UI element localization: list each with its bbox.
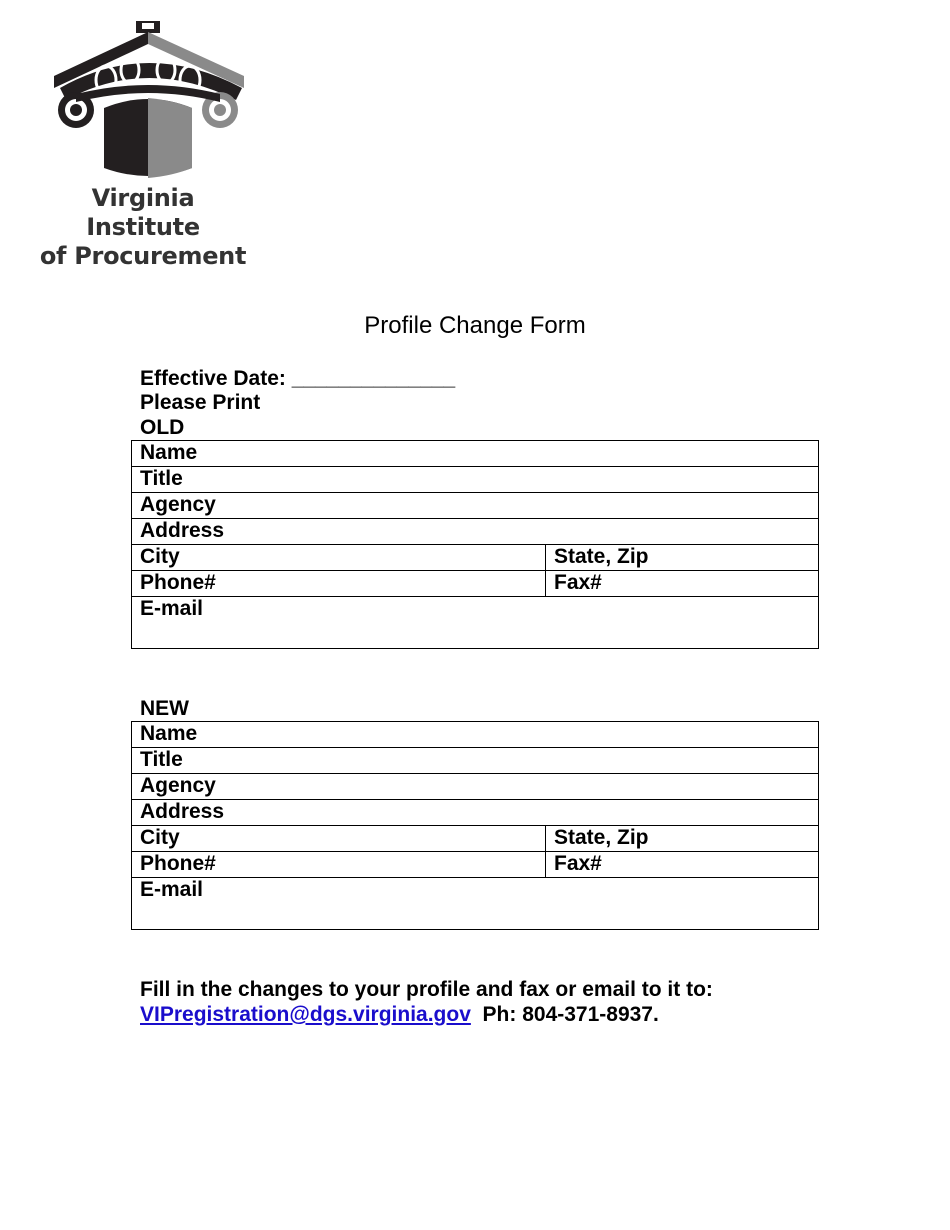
effective-date-label: Effective Date: ______________: [140, 367, 456, 390]
old-fax-field[interactable]: Fax#: [554, 571, 602, 594]
registration-email-link[interactable]: VIPregistration@dgs.virginia.gov: [140, 1003, 471, 1026]
new-name-row[interactable]: [132, 722, 818, 747]
new-email-field[interactable]: E-mail: [140, 878, 204, 901]
new-agency-field[interactable]: Agency: [140, 774, 216, 797]
vip-logo: [36, 18, 250, 270]
logo-line-2: of Procurement: [39, 242, 247, 270]
old-heading: OLD: [140, 416, 185, 439]
new-title-field[interactable]: Title: [140, 748, 183, 771]
new-heading: NEW: [140, 697, 189, 720]
old-address-field[interactable]: Address: [140, 519, 225, 542]
old-profile-table: [131, 440, 819, 649]
old-email-field[interactable]: E-mail: [140, 597, 204, 620]
old-agency-field[interactable]: Agency: [140, 493, 216, 516]
instructions-text: Fill in the changes to your profile and fax or email to it to:: [140, 978, 713, 1001]
page-title: Profile Change Form: [364, 312, 586, 339]
old-name-field[interactable]: Name: [140, 441, 198, 464]
logo-wordmark: [36, 184, 250, 271]
old-city-row: [132, 544, 818, 570]
old-address-row[interactable]: [132, 518, 818, 544]
old-title-row[interactable]: [132, 466, 818, 492]
old-phone-row: [132, 570, 818, 596]
old-title-field[interactable]: Title: [140, 467, 183, 490]
old-email-row[interactable]: [132, 596, 818, 648]
footer-instructions: [140, 977, 713, 1027]
old-state-zip-field[interactable]: State, Zip: [554, 545, 649, 568]
old-phone-field[interactable]: Phone#: [132, 571, 546, 596]
new-fax-field[interactable]: Fax#: [554, 852, 602, 875]
new-address-field[interactable]: Address: [140, 800, 225, 823]
new-name-field[interactable]: Name: [140, 722, 198, 745]
new-state-zip-field[interactable]: State, Zip: [554, 826, 649, 849]
new-title-row[interactable]: [132, 747, 818, 773]
new-phone-field[interactable]: Phone#: [132, 852, 546, 877]
new-email-row[interactable]: [132, 877, 818, 929]
new-city-field[interactable]: City: [132, 826, 546, 851]
new-agency-row[interactable]: [132, 773, 818, 799]
new-city-row: [132, 825, 818, 851]
old-name-row[interactable]: [132, 441, 818, 466]
logo-line-1: Virginia Institute: [86, 184, 200, 241]
new-address-row[interactable]: [132, 799, 818, 825]
new-profile-table: [131, 721, 819, 930]
new-phone-row: [132, 851, 818, 877]
old-agency-row[interactable]: [132, 492, 818, 518]
contact-line: [140, 1002, 713, 1027]
old-city-field[interactable]: City: [132, 545, 546, 570]
phone-number: Ph: 804-371-8937.: [482, 1003, 659, 1026]
column-capital-icon: [46, 18, 246, 178]
please-print-label: Please Print: [140, 391, 261, 414]
